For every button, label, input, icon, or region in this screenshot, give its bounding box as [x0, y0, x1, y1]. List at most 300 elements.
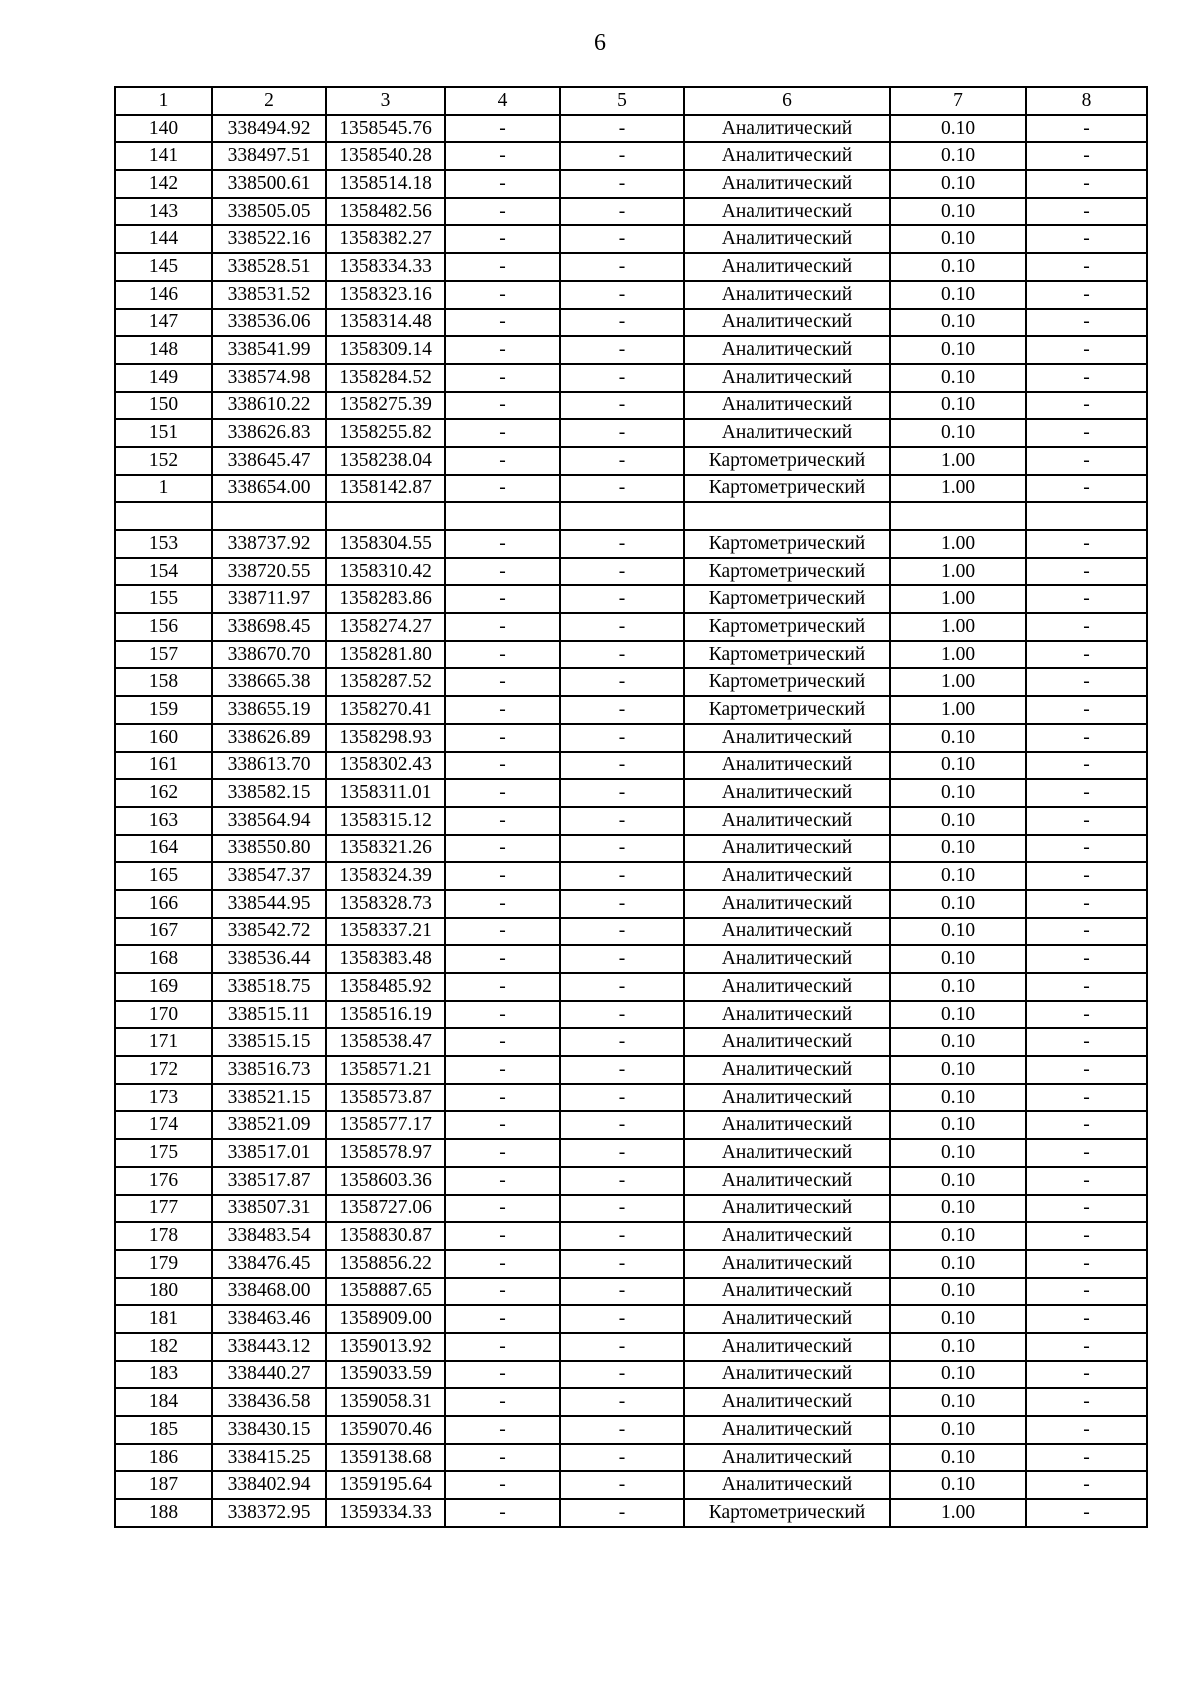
cell-accuracy: 0.10: [890, 973, 1026, 1001]
cell-y-coordinate: 1358304.55: [326, 530, 445, 558]
cell-y-coordinate: 1358309.14: [326, 336, 445, 364]
table-row: [115, 1499, 1147, 1527]
cell-y-coordinate: 1358281.80: [326, 641, 445, 669]
cell-col-8: -: [1026, 392, 1147, 420]
cell-accuracy: 0.10: [890, 807, 1026, 835]
cell-col-4: -: [445, 807, 560, 835]
cell-accuracy: 1.00: [890, 641, 1026, 669]
cell-point-number: 163: [115, 807, 212, 835]
cell-col-5: -: [560, 1028, 684, 1056]
table-row: [115, 475, 1147, 503]
cell-col-5: -: [560, 447, 684, 475]
cell-col-4: -: [445, 1111, 560, 1139]
cell-x-coordinate: 338550.80: [212, 835, 326, 863]
cell-col-8: -: [1026, 1001, 1147, 1029]
cell-x-coordinate: 338415.25: [212, 1444, 326, 1472]
cell-y-coordinate: 1358334.33: [326, 253, 445, 281]
cell-point-number: 159: [115, 696, 212, 724]
cell-x-coordinate: 338720.55: [212, 558, 326, 586]
table-row: [115, 253, 1147, 281]
table-row: [115, 945, 1147, 973]
cell-x-coordinate: 338515.11: [212, 1001, 326, 1029]
cell-col-5: -: [560, 641, 684, 669]
cell-point-number: 183: [115, 1361, 212, 1389]
header-cell-col-4: 4: [445, 87, 560, 115]
cell-method: Аналитический: [684, 1250, 890, 1278]
table-row: [115, 142, 1147, 170]
cell-col-5: -: [560, 1222, 684, 1250]
cell-col-8: -: [1026, 1416, 1147, 1444]
cell-y-coordinate: 1358324.39: [326, 862, 445, 890]
table-row: [115, 419, 1147, 447]
cell-col-8: -: [1026, 752, 1147, 780]
cell-method: Аналитический: [684, 862, 890, 890]
cell-col-5: -: [560, 890, 684, 918]
cell-col-8: -: [1026, 1471, 1147, 1499]
cell-x-coordinate: 338483.54: [212, 1222, 326, 1250]
cell-method: Аналитический: [684, 1195, 890, 1223]
cell-method: Аналитический: [684, 1111, 890, 1139]
cell-point-number: 143: [115, 198, 212, 226]
header-cell-method: 6: [684, 87, 890, 115]
cell-col-4: -: [445, 973, 560, 1001]
cell-y-coordinate: 1358830.87: [326, 1222, 445, 1250]
cell-method: Аналитический: [684, 945, 890, 973]
cell-col-4: -: [445, 1222, 560, 1250]
table-row: [115, 170, 1147, 198]
table-row: [115, 752, 1147, 780]
cell-method: Картометрический: [684, 447, 890, 475]
cell-y-coordinate: 1358302.43: [326, 752, 445, 780]
cell-accuracy: 0.10: [890, 1084, 1026, 1112]
cell-x-coordinate: 338507.31: [212, 1195, 326, 1223]
cell-col-4: -: [445, 1444, 560, 1472]
cell-x-coordinate: 338528.51: [212, 253, 326, 281]
cell-col-5: -: [560, 835, 684, 863]
cell-col-4: -: [445, 779, 560, 807]
cell-method: Аналитический: [684, 336, 890, 364]
cell-accuracy: 0.10: [890, 1001, 1026, 1029]
cell-method: Аналитический: [684, 225, 890, 253]
cell-col-4: -: [445, 1416, 560, 1444]
cell-accuracy: 0.10: [890, 918, 1026, 946]
cell-col-5: -: [560, 779, 684, 807]
cell-x-coordinate: 338521.09: [212, 1111, 326, 1139]
cell-accuracy: [890, 502, 1026, 530]
table-row: [115, 309, 1147, 337]
cell-y-coordinate: 1358545.76: [326, 115, 445, 143]
cell-col-5: -: [560, 585, 684, 613]
cell-col-4: -: [445, 392, 560, 420]
cell-x-coordinate: 338655.19: [212, 696, 326, 724]
cell-point-number: 164: [115, 835, 212, 863]
cell-y-coordinate: 1358270.41: [326, 696, 445, 724]
cell-point-number: 1: [115, 475, 212, 503]
cell-col-4: -: [445, 115, 560, 143]
cell-y-coordinate: 1358321.26: [326, 835, 445, 863]
cell-point-number: 151: [115, 419, 212, 447]
cell-accuracy: 0.10: [890, 1028, 1026, 1056]
cell-col-8: -: [1026, 862, 1147, 890]
cell-method: Аналитический: [684, 890, 890, 918]
cell-y-coordinate: 1359070.46: [326, 1416, 445, 1444]
cell-col-5: [560, 502, 684, 530]
cell-col-4: -: [445, 198, 560, 226]
cell-point-number: 180: [115, 1278, 212, 1306]
cell-col-8: -: [1026, 1222, 1147, 1250]
cell-y-coordinate: 1358383.48: [326, 945, 445, 973]
cell-method: Аналитический: [684, 1167, 890, 1195]
cell-accuracy: 0.10: [890, 1250, 1026, 1278]
cell-method: Аналитический: [684, 807, 890, 835]
cell-col-5: -: [560, 807, 684, 835]
cell-point-number: 154: [115, 558, 212, 586]
cell-col-8: -: [1026, 198, 1147, 226]
cell-x-coordinate: 338544.95: [212, 890, 326, 918]
cell-col-4: -: [445, 530, 560, 558]
cell-col-5: -: [560, 309, 684, 337]
cell-col-4: -: [445, 170, 560, 198]
cell-col-5: -: [560, 475, 684, 503]
cell-x-coordinate: 338497.51: [212, 142, 326, 170]
cell-y-coordinate: 1358909.00: [326, 1305, 445, 1333]
cell-col-4: -: [445, 1333, 560, 1361]
cell-col-5: -: [560, 281, 684, 309]
cell-accuracy: 0.10: [890, 364, 1026, 392]
cell-col-8: -: [1026, 115, 1147, 143]
cell-col-5: -: [560, 1001, 684, 1029]
cell-accuracy: 0.10: [890, 1471, 1026, 1499]
cell-col-8: -: [1026, 641, 1147, 669]
cell-y-coordinate: [326, 502, 445, 530]
cell-col-8: -: [1026, 530, 1147, 558]
cell-x-coordinate: 338542.72: [212, 918, 326, 946]
cell-y-coordinate: 1358298.93: [326, 724, 445, 752]
cell-accuracy: 0.10: [890, 752, 1026, 780]
cell-col-5: -: [560, 1333, 684, 1361]
cell-col-5: -: [560, 1278, 684, 1306]
table-row: [115, 668, 1147, 696]
cell-method: Картометрический: [684, 558, 890, 586]
cell-x-coordinate: 338536.06: [212, 309, 326, 337]
cell-point-number: 175: [115, 1139, 212, 1167]
cell-x-coordinate: 338500.61: [212, 170, 326, 198]
cell-point-number: 158: [115, 668, 212, 696]
table-row: [115, 1111, 1147, 1139]
cell-point-number: 188: [115, 1499, 212, 1527]
cell-x-coordinate: 338476.45: [212, 1250, 326, 1278]
table-row: [115, 198, 1147, 226]
cell-method: Аналитический: [684, 779, 890, 807]
header-cell-accuracy: 7: [890, 87, 1026, 115]
table-row: [115, 724, 1147, 752]
cell-method: Аналитический: [684, 1278, 890, 1306]
cell-x-coordinate: 338626.83: [212, 419, 326, 447]
cell-y-coordinate: 1358485.92: [326, 973, 445, 1001]
cell-col-5: -: [560, 1139, 684, 1167]
cell-point-number: 168: [115, 945, 212, 973]
cell-x-coordinate: 338670.70: [212, 641, 326, 669]
cell-y-coordinate: 1358538.47: [326, 1028, 445, 1056]
cell-col-5: -: [560, 392, 684, 420]
cell-point-number: 144: [115, 225, 212, 253]
cell-point-number: 179: [115, 1250, 212, 1278]
cell-x-coordinate: 338443.12: [212, 1333, 326, 1361]
cell-accuracy: 0.10: [890, 945, 1026, 973]
cell-method: Аналитический: [684, 1333, 890, 1361]
table-row: [115, 918, 1147, 946]
cell-accuracy: 0.10: [890, 1167, 1026, 1195]
cell-x-coordinate: 338698.45: [212, 613, 326, 641]
cell-col-4: -: [445, 1499, 560, 1527]
cell-point-number: [115, 502, 212, 530]
cell-col-5: -: [560, 1471, 684, 1499]
cell-col-8: -: [1026, 890, 1147, 918]
cell-col-8: -: [1026, 1333, 1147, 1361]
cell-point-number: 156: [115, 613, 212, 641]
cell-y-coordinate: 1358142.87: [326, 475, 445, 503]
cell-x-coordinate: 338665.38: [212, 668, 326, 696]
cell-y-coordinate: 1358284.52: [326, 364, 445, 392]
cell-method: Аналитический: [684, 309, 890, 337]
cell-method: Картометрический: [684, 696, 890, 724]
cell-col-5: -: [560, 918, 684, 946]
cell-method: Аналитический: [684, 142, 890, 170]
table-row: [115, 641, 1147, 669]
cell-point-number: 181: [115, 1305, 212, 1333]
cell-col-4: -: [445, 585, 560, 613]
cell-col-5: -: [560, 336, 684, 364]
cell-col-8: -: [1026, 419, 1147, 447]
cell-col-8: -: [1026, 724, 1147, 752]
cell-method: Аналитический: [684, 1471, 890, 1499]
cell-col-5: -: [560, 364, 684, 392]
cell-col-4: -: [445, 558, 560, 586]
cell-col-4: -: [445, 1471, 560, 1499]
cell-x-coordinate: 338626.89: [212, 724, 326, 752]
table-row: [115, 1139, 1147, 1167]
cell-method: Аналитический: [684, 281, 890, 309]
cell-col-8: -: [1026, 696, 1147, 724]
cell-col-8: -: [1026, 1499, 1147, 1527]
cell-col-4: [445, 502, 560, 530]
cell-accuracy: 1.00: [890, 530, 1026, 558]
cell-accuracy: 1.00: [890, 558, 1026, 586]
table-row: [115, 1361, 1147, 1389]
cell-y-coordinate: 1358323.16: [326, 281, 445, 309]
table-row: [115, 1084, 1147, 1112]
cell-col-8: -: [1026, 225, 1147, 253]
cell-x-coordinate: 338521.15: [212, 1084, 326, 1112]
table-separator-row: [115, 502, 1147, 530]
table-row: [115, 1056, 1147, 1084]
coordinates-table: [114, 86, 1148, 1528]
cell-y-coordinate: 1358603.36: [326, 1167, 445, 1195]
cell-x-coordinate: 338372.95: [212, 1499, 326, 1527]
cell-x-coordinate: 338613.70: [212, 752, 326, 780]
header-cell-y-coordinate: 3: [326, 87, 445, 115]
table-body: [115, 115, 1147, 1527]
cell-y-coordinate: 1358283.86: [326, 585, 445, 613]
cell-col-8: -: [1026, 1084, 1147, 1112]
cell-y-coordinate: 1358573.87: [326, 1084, 445, 1112]
cell-method: Аналитический: [684, 973, 890, 1001]
cell-accuracy: 0.10: [890, 1333, 1026, 1361]
cell-col-8: -: [1026, 918, 1147, 946]
cell-col-8: -: [1026, 1195, 1147, 1223]
cell-col-4: -: [445, 668, 560, 696]
cell-method: Аналитический: [684, 1139, 890, 1167]
cell-method: Аналитический: [684, 918, 890, 946]
cell-col-8: -: [1026, 1305, 1147, 1333]
cell-method: Аналитический: [684, 1444, 890, 1472]
cell-col-8: -: [1026, 1056, 1147, 1084]
cell-col-4: -: [445, 1388, 560, 1416]
cell-accuracy: 1.00: [890, 696, 1026, 724]
cell-accuracy: 0.10: [890, 1278, 1026, 1306]
table-row: [115, 1471, 1147, 1499]
cell-method: Картометрический: [684, 641, 890, 669]
cell-y-coordinate: 1358887.65: [326, 1278, 445, 1306]
table-row: [115, 1167, 1147, 1195]
cell-accuracy: 0.10: [890, 309, 1026, 337]
cell-method: [684, 502, 890, 530]
cell-col-8: -: [1026, 807, 1147, 835]
cell-col-5: -: [560, 1250, 684, 1278]
cell-y-coordinate: 1358315.12: [326, 807, 445, 835]
cell-col-5: -: [560, 668, 684, 696]
cell-point-number: 155: [115, 585, 212, 613]
cell-point-number: 150: [115, 392, 212, 420]
cell-x-coordinate: 338517.01: [212, 1139, 326, 1167]
table-row: [115, 558, 1147, 586]
cell-col-4: -: [445, 945, 560, 973]
cell-col-4: -: [445, 641, 560, 669]
cell-y-coordinate: 1358337.21: [326, 918, 445, 946]
cell-col-4: -: [445, 890, 560, 918]
cell-col-8: -: [1026, 447, 1147, 475]
cell-x-coordinate: 338645.47: [212, 447, 326, 475]
table-row: [115, 392, 1147, 420]
cell-point-number: 187: [115, 1471, 212, 1499]
cell-y-coordinate: 1358571.21: [326, 1056, 445, 1084]
cell-accuracy: 0.10: [890, 198, 1026, 226]
cell-y-coordinate: 1359013.92: [326, 1333, 445, 1361]
cell-col-5: -: [560, 1305, 684, 1333]
cell-point-number: 177: [115, 1195, 212, 1223]
cell-x-coordinate: 338531.52: [212, 281, 326, 309]
page-number: 6: [594, 30, 606, 56]
cell-col-5: -: [560, 1388, 684, 1416]
cell-col-5: -: [560, 1499, 684, 1527]
cell-point-number: 149: [115, 364, 212, 392]
cell-accuracy: 0.10: [890, 1139, 1026, 1167]
cell-col-5: -: [560, 1056, 684, 1084]
cell-x-coordinate: 338582.15: [212, 779, 326, 807]
cell-col-4: -: [445, 862, 560, 890]
cell-accuracy: 0.10: [890, 1111, 1026, 1139]
cell-col-5: -: [560, 1167, 684, 1195]
table-row: [115, 1001, 1147, 1029]
cell-method: Аналитический: [684, 1222, 890, 1250]
cell-accuracy: 0.10: [890, 419, 1026, 447]
cell-col-8: -: [1026, 1111, 1147, 1139]
cell-col-4: -: [445, 281, 560, 309]
cell-col-8: [1026, 502, 1147, 530]
cell-col-5: -: [560, 1195, 684, 1223]
table-row: [115, 1444, 1147, 1472]
cell-method: Аналитический: [684, 1388, 890, 1416]
cell-accuracy: 1.00: [890, 447, 1026, 475]
cell-method: Аналитический: [684, 1028, 890, 1056]
cell-method: Картометрический: [684, 613, 890, 641]
cell-y-coordinate: 1359334.33: [326, 1499, 445, 1527]
cell-point-number: 148: [115, 336, 212, 364]
cell-method: Аналитический: [684, 115, 890, 143]
cell-col-4: -: [445, 419, 560, 447]
cell-col-5: -: [560, 1416, 684, 1444]
cell-col-4: -: [445, 1028, 560, 1056]
table-row: [115, 281, 1147, 309]
cell-point-number: 157: [115, 641, 212, 669]
cell-method: Картометрический: [684, 530, 890, 558]
cell-y-coordinate: 1359195.64: [326, 1471, 445, 1499]
cell-col-8: -: [1026, 475, 1147, 503]
cell-method: Аналитический: [684, 724, 890, 752]
cell-col-4: -: [445, 724, 560, 752]
cell-col-5: -: [560, 1111, 684, 1139]
table-row: [115, 1222, 1147, 1250]
cell-col-8: -: [1026, 1278, 1147, 1306]
table-row: [115, 1333, 1147, 1361]
cell-x-coordinate: [212, 502, 326, 530]
cell-method: Аналитический: [684, 1361, 890, 1389]
cell-y-coordinate: 1358275.39: [326, 392, 445, 420]
cell-col-4: -: [445, 253, 560, 281]
cell-accuracy: 0.10: [890, 1222, 1026, 1250]
cell-x-coordinate: 338518.75: [212, 973, 326, 1001]
table-row: [115, 1250, 1147, 1278]
cell-accuracy: 0.10: [890, 1444, 1026, 1472]
cell-point-number: 146: [115, 281, 212, 309]
cell-accuracy: 0.10: [890, 281, 1026, 309]
cell-point-number: 170: [115, 1001, 212, 1029]
table-row: [115, 613, 1147, 641]
cell-x-coordinate: 338516.73: [212, 1056, 326, 1084]
cell-point-number: 173: [115, 1084, 212, 1112]
cell-y-coordinate: 1358238.04: [326, 447, 445, 475]
cell-col-5: -: [560, 752, 684, 780]
cell-point-number: 142: [115, 170, 212, 198]
cell-x-coordinate: 338564.94: [212, 807, 326, 835]
cell-col-4: -: [445, 447, 560, 475]
cell-col-8: -: [1026, 364, 1147, 392]
cell-point-number: 141: [115, 142, 212, 170]
cell-accuracy: 0.10: [890, 1305, 1026, 1333]
table-row: [115, 890, 1147, 918]
header-cell-col-5: 5: [560, 87, 684, 115]
cell-col-4: -: [445, 696, 560, 724]
cell-point-number: 167: [115, 918, 212, 946]
cell-col-5: -: [560, 530, 684, 558]
cell-col-8: -: [1026, 1139, 1147, 1167]
cell-x-coordinate: 338494.92: [212, 115, 326, 143]
cell-col-8: -: [1026, 585, 1147, 613]
cell-accuracy: 0.10: [890, 336, 1026, 364]
cell-col-4: -: [445, 1084, 560, 1112]
cell-method: Аналитический: [684, 835, 890, 863]
cell-col-4: -: [445, 309, 560, 337]
